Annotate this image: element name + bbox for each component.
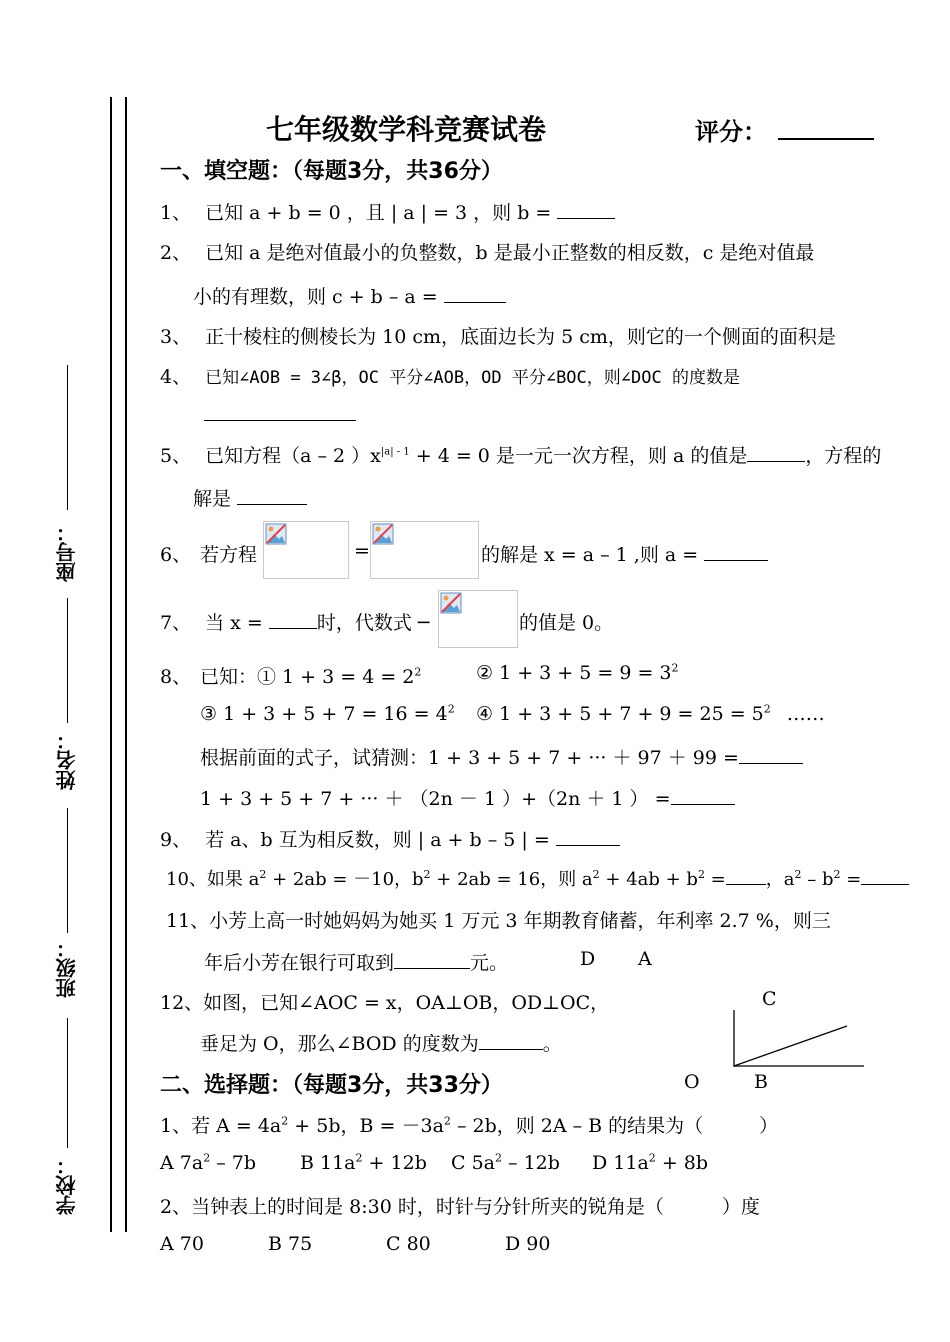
s2-q1-opt-c: [451, 1152, 560, 1174]
q10-g: – b: [801, 869, 834, 890]
q5-line1: [160, 441, 881, 468]
s2-q1-opt-b-tail: + 12b: [362, 1152, 427, 1174]
class-blank-line: [67, 808, 68, 933]
s2-q1-sup2: 2: [443, 1114, 451, 1128]
q10-a: 10、如果 a: [166, 869, 260, 890]
q11-line1: 11、小芳上高一时她妈妈为她买 1 万元 3 年期教育储蓄，年利率 2.7 %，则三: [166, 910, 831, 932]
q2-num: 2、: [160, 242, 192, 264]
q10-sup1: 2: [259, 868, 267, 881]
figure-label-d: D: [580, 948, 596, 970]
ray-oc: [734, 1026, 847, 1066]
q8-blank1: [739, 745, 803, 764]
q8-blank2: [671, 786, 735, 805]
q4-text: 已知∠AOB = 3∠β，OC 平分∠AOB，OD 平分∠BOC，则∠DOC 的度数是: [205, 368, 740, 388]
broken-image-icon: [372, 523, 394, 545]
score-label: 评分：: [695, 118, 767, 146]
seat-blank-line: [67, 365, 68, 510]
q8-num: 8、: [160, 666, 192, 688]
q10-sup6: 2: [833, 868, 841, 881]
class-label: 班级：: [55, 938, 79, 998]
q6-text-b: [481, 540, 768, 567]
s2-q1-opt-d: [592, 1152, 708, 1174]
q10-sup3: 2: [592, 868, 600, 881]
school-label: 学校：: [55, 1155, 79, 1215]
q8-line2a: [200, 703, 455, 725]
q8-sup3: 2: [447, 702, 455, 716]
score-blank: [778, 138, 874, 140]
s2-q1-opt-c-label: C 5a: [451, 1152, 495, 1174]
q10-blank1: [726, 866, 766, 885]
s2-q1-opt-d-tail: + 8b: [655, 1152, 709, 1174]
q5-text2: 解是: [193, 488, 232, 510]
q10-e: =: [704, 869, 726, 890]
q8-line1a: [200, 662, 421, 689]
q10: [166, 865, 909, 891]
q7-num: 7、: [160, 612, 192, 634]
q1-num: 1、: [160, 202, 192, 224]
s2-q1-opt-d-sup: 2: [648, 1151, 656, 1165]
q8-eq4: ④ 1 + 3 + 5 + 7 + 9 = 25 = 5: [476, 703, 764, 725]
q8-guess2: 1 + 3 + 5 + 7 + ··· ＋ （2n － 1 ）+（2n ＋ 1 ） =: [200, 788, 671, 810]
s2-q1-opt-b-label: B 11a: [300, 1152, 356, 1174]
q4-num: 4、: [160, 366, 192, 388]
q6-text-a: 若方程: [200, 544, 258, 566]
q10-h: =: [840, 869, 862, 890]
school-blank-line: [67, 1018, 68, 1148]
q5-num: 5、: [160, 445, 192, 467]
q7-text-c: 的值是 0。: [519, 612, 614, 634]
s2-q1-d: ）: [759, 1115, 779, 1137]
q12-end: 。: [542, 1033, 562, 1055]
q5-text-a: 已知方程（a – 2 ）x: [205, 445, 381, 467]
s2-q1-opt-b-sup: 2: [355, 1151, 363, 1165]
q4: [160, 362, 740, 389]
q3: [160, 322, 836, 349]
q3-num: 3、: [160, 326, 192, 348]
s2-q1-opt-a-sup: 2: [203, 1151, 211, 1165]
s2-q1-opt-b: [300, 1152, 427, 1174]
q8-line1b: [476, 662, 679, 684]
q8-sup4: 2: [763, 702, 771, 716]
q6-image-right: [370, 521, 479, 579]
s2-q2-opt-c: C 80: [386, 1233, 431, 1255]
q5-text-b: + 4 = 0 是一元一次方程，则 a 的值是: [409, 445, 748, 467]
q7-text-a: 当 x =: [205, 612, 263, 634]
section2-heading: 二、选择题：（每题3分，共33分）: [160, 1073, 503, 1098]
q8-eq1: 已知：① 1 + 3 = 4 = 2: [200, 666, 415, 688]
q8-eq2: ② 1 + 3 + 5 = 9 = 3: [476, 662, 672, 684]
q3-text: 正十棱柱的侧棱长为 10 cm，底面边长为 5 cm，则它的一个侧面的面积是: [205, 326, 836, 348]
q8-ellipsis: ……: [786, 703, 825, 725]
s2-q1-opt-c-sup: 2: [495, 1151, 502, 1165]
s2-q1-b: + 5b，B = －3a: [288, 1115, 444, 1137]
figure-label-a: A: [638, 948, 652, 970]
q10-d: + 4ab + b: [599, 869, 698, 890]
q5-line2: [193, 484, 307, 511]
q10-sup4: 2: [697, 868, 705, 881]
q10-blank2: [861, 866, 909, 885]
q5-exponent: |a| - 1: [380, 446, 410, 458]
q12-blank: [479, 1031, 543, 1050]
s2-q2-text: 2、当钟表上的时间是 8:30 时，时针与分针所夹的锐角是（: [160, 1196, 664, 1218]
q11-text: 年后小芳在银行可取到: [204, 952, 395, 974]
q10-c: + 2ab = 16，则 a: [430, 869, 593, 890]
angle-figure: [725, 1010, 875, 1075]
q2-text: 已知 a 是绝对值最小的负整数，b 是最小正整数的相反数，c 是绝对值最: [205, 242, 815, 264]
q9-text: 若 a、b 互为相反数，则 | a + b – 5 | =: [205, 829, 550, 851]
s2-q1-c: – 2b，则 2A – B 的结果为（: [450, 1115, 704, 1137]
q5-blank-a: [747, 443, 805, 462]
q5-blank-b: [237, 486, 307, 505]
q6-text-b-label: 的解是 x = a – 1 ,则 a =: [481, 544, 699, 566]
q2-text2: 小的有理数，则 c + b – a =: [193, 286, 438, 308]
q10-b: + 2ab = －10，b: [266, 869, 424, 890]
q8-line4: [200, 784, 735, 811]
q2-blank: [444, 284, 506, 303]
s2-q2-opt-a: A 70: [160, 1233, 204, 1255]
figure-label-b: B: [754, 1071, 768, 1093]
q7: [160, 608, 429, 635]
s2-q1-sup1: 2: [281, 1114, 289, 1128]
q9-blank: [556, 827, 620, 846]
q4-blank: [204, 420, 356, 421]
q11-unit: 元。: [470, 952, 509, 974]
s2-q2-opt-d: D 90: [505, 1233, 551, 1255]
s2-q1-opt-d-label: D 11a: [592, 1152, 649, 1174]
q6-image-left: [263, 521, 349, 579]
broken-image-icon: [265, 523, 287, 545]
s2-q2-opt-b: B 75: [268, 1233, 313, 1255]
q7-text-b: 时，代数式 ─: [316, 612, 430, 634]
q2-line1: [160, 238, 814, 265]
q12-line2: [200, 1029, 562, 1056]
s2-q1-opt-a-tail: – 7b: [210, 1152, 257, 1174]
margin-rule-right: [125, 97, 127, 1232]
q6-blank: [704, 542, 768, 561]
q7-image: [438, 590, 518, 648]
q1-text: 已知 a + b = 0 ，且 | a | = 3 ，则 b =: [205, 202, 552, 224]
q8-line3: [200, 743, 803, 770]
q9-num: 9、: [160, 829, 192, 851]
q10-f: ，a: [765, 869, 795, 890]
figure-label-c: C: [762, 988, 777, 1010]
q6-num: 6、: [160, 544, 192, 566]
broken-image-icon: [440, 592, 462, 614]
seat-label: 座号：: [55, 522, 79, 582]
section1-heading: 一、填空题：（每题3分，共36分）: [160, 159, 503, 184]
s2-q2: [160, 1192, 760, 1219]
figure-label-o: O: [684, 1071, 700, 1093]
s2-q1: [160, 1111, 778, 1138]
q1: [160, 198, 615, 225]
q5-text-c: ，方程的: [805, 445, 882, 467]
q12-text: 垂足为 O，那么∠BOD 的度数为: [200, 1033, 479, 1055]
q8-line2b: [476, 703, 825, 725]
page-title: 七年级数学科竞赛试卷: [266, 113, 547, 146]
q8-sup2: 2: [671, 661, 679, 675]
s2-q1-opt-a-label: A 7a: [160, 1152, 204, 1174]
q11-blank: [394, 950, 470, 969]
name-label: 姓名：: [55, 730, 79, 790]
q8-guess1: 根据前面的式子，试猜测：1 + 3 + 5 + 7 + ··· ＋ 97 ＋ 99 =: [200, 747, 739, 769]
q12-line1: 12、如图，已知∠AOC = x，OA⊥OB，OD⊥OC，: [160, 992, 610, 1014]
q1-blank: [557, 200, 615, 219]
s2-q1-opt-a: [160, 1152, 256, 1174]
q6-equals: =: [354, 540, 370, 562]
q2-line2: [193, 282, 506, 309]
name-blank-line: [67, 598, 68, 723]
q10-sup5: 2: [794, 868, 802, 881]
q11-line2: [204, 948, 508, 975]
q7-blank: [269, 610, 317, 629]
s2-q1-opt-c-tail: – 12b: [502, 1152, 560, 1174]
q8-eq3: ③ 1 + 3 + 5 + 7 = 16 = 4: [200, 703, 448, 725]
s2-q1-a: 1、若 A = 4a: [160, 1115, 282, 1137]
q9: [160, 825, 620, 852]
margin-rule-left: [110, 97, 112, 1232]
q8-sup1: 2: [414, 665, 422, 679]
q10-sup2: 2: [423, 868, 431, 881]
s2-q2-tail: ）度: [721, 1196, 760, 1218]
